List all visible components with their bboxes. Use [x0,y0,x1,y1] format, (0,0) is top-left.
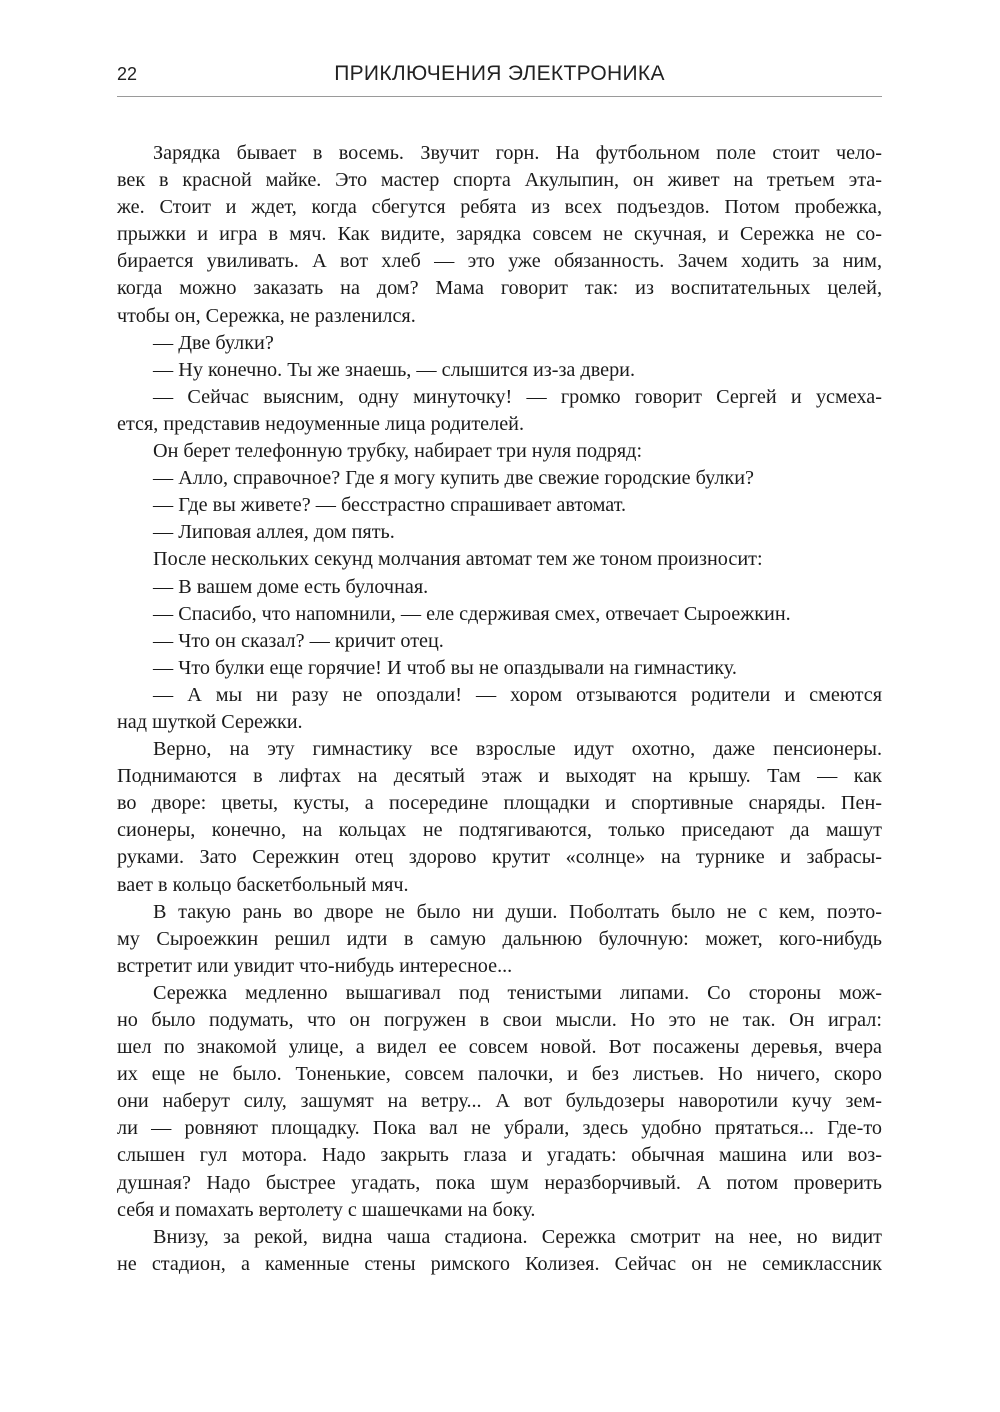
text-line: — Алло, справочное? Где я могу купить две свежие городские булки? [153,467,755,490]
paragraph [117,980,882,1224]
text-line: Он берет телефонную трубку, набирает три нуля подряд: [153,440,643,463]
text-line: их еще не было. Тоненькие, совсем палочки, и без листьев. Но ничего, скоро [117,1063,882,1086]
text-line: руками. Зато Сережкин отец здорово крутит «солнце» на турнике и забрасы- [117,846,882,869]
text-line: му Сыроежкин решил идти в самую дальнюю булочную: может, кого-нибудь [117,927,882,950]
text-line: не стадион, а каменные стены римского Колизея. Сейчас он не семиклассник [117,1252,882,1275]
text-line: но было подумать, что он погружен в свои мысли. Но это не так. Он играл: [117,1009,882,1031]
paragraph [117,492,882,519]
paragraph [117,546,882,573]
page-number: 22 [117,64,138,84]
text-line: шел по знакомой улице, а видел ее совсем новой. Вот посажены деревья, вчера [117,1036,882,1059]
paragraph [117,736,882,899]
text-line: ется, представив недоуменные лица родителей. [117,412,525,435]
paragraph [117,899,882,980]
text-line: В такую рань во дворе не было ни души. Поболтать было не с кем, поэто- [153,900,882,923]
text-line: они наберут силу, зашумят на ветру... А вот бульдозеры наворотили кучу зем- [117,1090,882,1113]
text-line: — Сейчас выясним, одну минуточку! — громко говорит Сергей и усмеха- [153,385,882,408]
paragraph [117,1224,882,1278]
text-line: встретит или увидит что-нибудь интересное... [117,954,513,977]
text-line: — Что он сказал? — кричит отец. [153,629,444,652]
text-line: Верно, на эту гимнастику все взрослые идут охотно, даже пенсионеры. [153,738,882,761]
running-title: ПРИКЛЮЧЕНИЯ ЭЛЕКТРОНИКА [334,62,665,85]
text-line: — Две булки? [153,331,274,354]
text-line: же. Стоит и ждет, когда сбегутся ребята из всех подъездов. Потом пробежка, [117,196,882,219]
text-line: — Что булки еще горячие! И чтоб вы не опаздывали на гимнастику. [153,656,737,679]
paragraph [117,384,882,438]
text-line: Поднимаются в лифтах на десятый этаж и выходят на крышу. Там — как [117,765,882,788]
text-line: вает в кольцо баскетбольный мяч. [117,873,409,896]
text-line: ли — ровняют площадку. Пока вал не убрали, здесь удобно прятаться... Где-то [117,1117,882,1140]
text-line: чтобы он, Сережка, не разленился. [117,304,416,327]
text-line: Сережка медленно вышагивал под тенистыми липами. Со стороны мож- [153,981,882,1004]
body-text [117,140,882,1278]
text-line: — Спасибо, что напомнили, — еле сдерживая смех, отвечает Сыроежкин. [153,602,791,625]
paragraph [117,519,882,546]
text-line: После нескольких секунд молчания автомат тем же тоном произносит: [153,548,763,571]
text-line: — Липовая аллея, дом пять. [153,521,395,544]
paragraph [117,357,882,384]
paragraph [117,465,882,492]
text-line: — Где вы живете? — бесстрастно спрашивает автомат. [153,494,627,517]
text-line: во дворе: цветы, кусты, а посередине площадки и спортивные снаряды. Пен- [117,792,882,815]
paragraph [117,682,882,736]
text-line: — А мы ни разу не опоздали! — хором отзываются родители и смеются [153,683,882,706]
text-line: над шуткой Сережки. [117,710,303,733]
text-line: когда можно заказать на дом? Мама говорит так: из воспитательных целей, [117,277,882,300]
text-line: бирается увиливать. А вот хлеб — это уже обязанность. Зачем ходить за ним, [117,250,882,273]
paragraph [117,330,882,357]
paragraph [117,601,882,628]
paragraph [117,628,882,655]
text-line: себя и помахать вертолету с шашечками на боку. [117,1198,536,1221]
text-line: сионеры, конечно, на кольцах не подтягиваются, только приседают да машут [117,819,882,842]
text-line: прыжки и игра в мяч. Как видите, зарядка совсем не скучная, и Сережка не со- [117,223,882,246]
text-line: слышен гул мотора. Надо закрыть глаза и угадать: обычная машина или воз- [117,1144,882,1167]
text-line: век в красной майке. Это мастер спорта Акулыпин, он живет на третьем эта- [117,169,882,192]
text-line: — В вашем доме есть булочная. [153,575,429,598]
paragraph [117,574,882,601]
paragraph [117,438,882,465]
text-line: Зарядка бывает в восемь. Звучит горн. На футбольном поле стоит чело- [153,142,882,164]
paragraph [117,655,882,682]
text-line: душная? Надо быстрее угадать, пока шум неразборчивый. А потом проверить [117,1171,882,1194]
running-header [117,62,882,97]
text-line: — Ну конечно. Ты же знаешь, — слышится из-за двери. [153,358,636,381]
paragraph [117,140,882,330]
text-line: Внизу, за рекой, видна чаша стадиона. Сережка смотрит на нее, но видит [153,1225,882,1248]
